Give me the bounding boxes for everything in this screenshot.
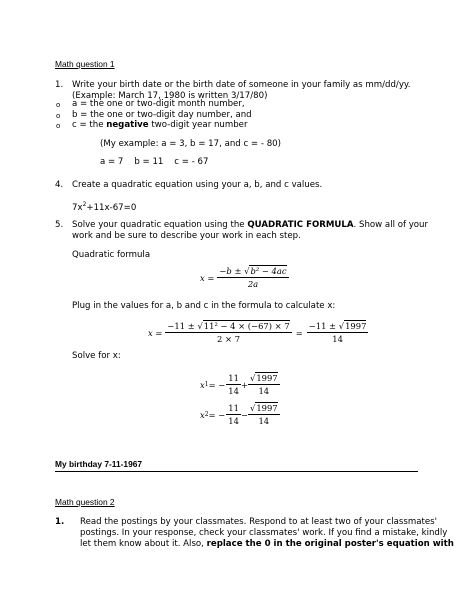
quadratic-formula: x = $\frac{\text{−b ± √b² − 4ac}}{2a}$ xyxy=(200,266,287,289)
example-text: (My example: a = 3, b = 17, and c = - 80) xyxy=(100,139,281,149)
question-last-line-1: Read the postings by your classmates. Respond to at least two of your classmates' xyxy=(80,517,437,527)
question-1-line-1: Write your birth date or the birth date of someone in your family as mm/dd/yy. xyxy=(72,80,411,90)
quadratic-equation: $7x^2+11x-67=0$ xyxy=(72,201,137,213)
solution-x2: x 2 = − $\frac{11}{14}$ − $\frac{√1997}{14}$ xyxy=(200,403,278,426)
solution-x1: x 1 = − $\frac{11}{14}$ + $\frac{√1997}{14}$ xyxy=(200,373,278,396)
question-1-line-2: (Example: March 17, 1980 is written 3/17/80) xyxy=(72,91,268,101)
question-4-number: 4. xyxy=(55,180,64,190)
bullet-marker: o xyxy=(56,101,61,109)
my-values: a = 7 b = 11 c = - 67 xyxy=(100,157,209,167)
bullet-c: c = the negative two-digit year number xyxy=(72,120,248,130)
bullet-marker: o xyxy=(56,122,61,130)
plugged-formula: x = $\frac{\text{−11 ± √11² − 4 × (−67) × 7}}{2 \times 7}$ = $\frac{-11 \pm √1997}{14}$ xyxy=(148,321,367,344)
question-last-line-2: postings. In your response, check your classmates' work. If you find a mistake, kindly xyxy=(80,528,448,538)
plug-in-text: Plug in the values for a, b and c in the formula to calculate x: xyxy=(72,301,336,311)
question-5-line-1: Solve your quadratic equation using the QUADRATIC FORMULA. Show all of your xyxy=(72,220,429,230)
question-1-number: 1. xyxy=(55,80,64,90)
quadratic-formula-label: Quadratic formula xyxy=(72,250,151,260)
divider-rule xyxy=(55,471,418,472)
question-last-line-3: let them know about it. Also, replace the 0 in the original poster's equation with xyxy=(80,539,454,549)
question-5-number: 5. xyxy=(55,220,64,230)
birthday-heading: My birthday 7-11-1967 xyxy=(55,459,143,469)
question-last-number: 1. xyxy=(55,517,65,527)
bullet-b: b = the one or two-digit day number, and xyxy=(72,110,252,120)
section-title-math-question-2: Math question 2 xyxy=(55,497,115,507)
bullet-marker: o xyxy=(56,112,61,120)
question-5-line-2: work and be sure to describe your work in each step. xyxy=(72,231,301,241)
question-4-text: Create a quadratic equation using your a, b, and c values. xyxy=(72,180,323,190)
solve-for-x-label: Solve for x: xyxy=(72,351,121,361)
bullet-a: a = the one or two-digit month number, xyxy=(72,99,245,109)
section-title-math-question-1: Math question 1 xyxy=(55,59,115,69)
